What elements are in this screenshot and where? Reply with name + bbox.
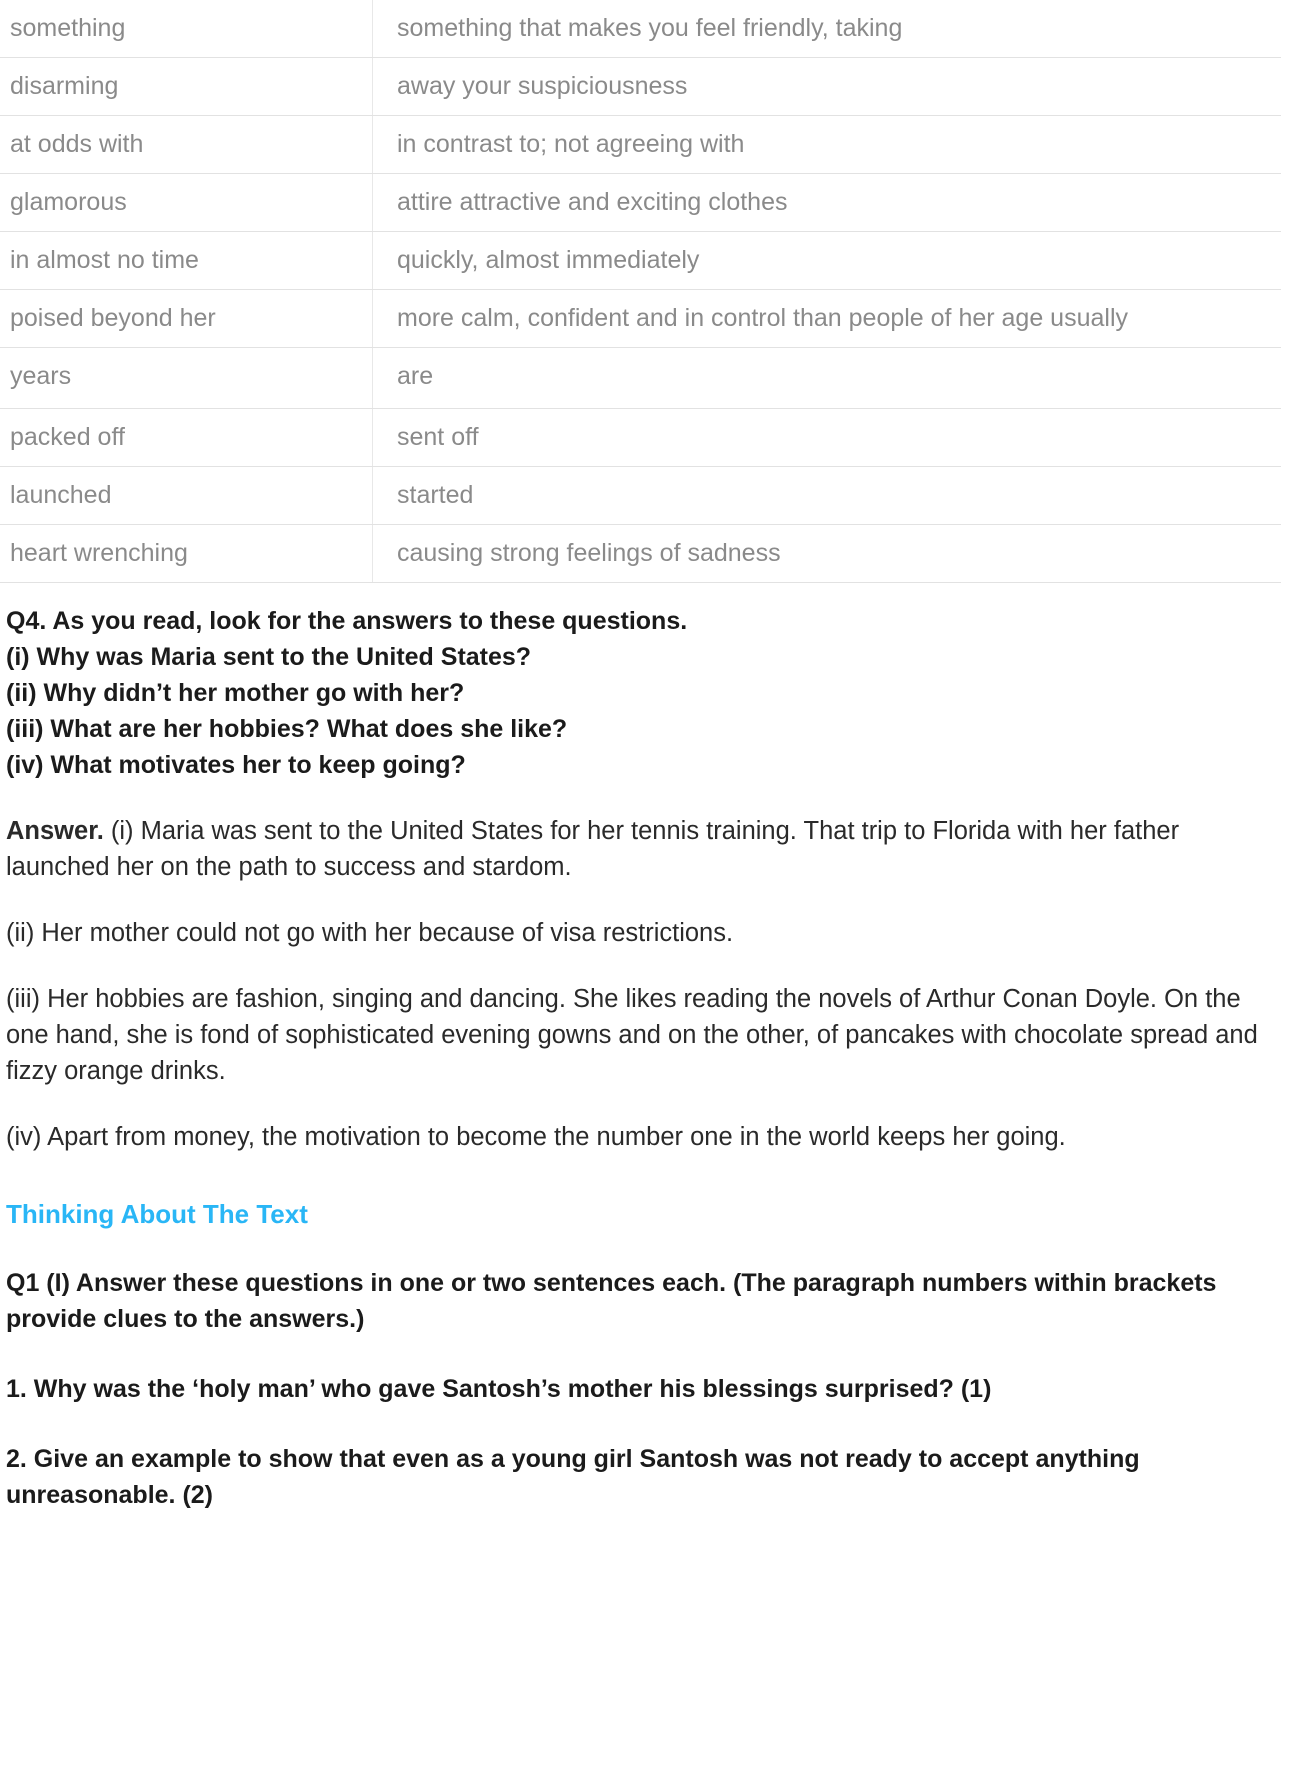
vocab-term: years xyxy=(0,348,373,409)
answer-paragraph-iv: (iv) Apart from money, the motivation to become the number one in the world keeps her going. xyxy=(6,1123,1066,1151)
question-4-item-ii: (ii) Why didn’t her mother go with her? xyxy=(6,679,465,707)
answer-paragraph-i xyxy=(6,813,1285,885)
vocab-meaning: are xyxy=(373,348,1282,409)
thinking-q1-item-1: 1. Why was the ‘holy man’ who gave Santosh’s mother his blessings surprised? (1) xyxy=(6,1375,992,1403)
vocab-term: disarming xyxy=(0,58,373,116)
vocab-term: launched xyxy=(0,467,373,525)
vocabulary-table xyxy=(0,0,1281,583)
answer-paragraph-ii: (ii) Her mother could not go with her because of visa restrictions. xyxy=(6,919,734,947)
table-row xyxy=(0,409,1281,467)
vocab-meaning: away your suspiciousness xyxy=(373,58,1282,116)
vocab-meaning: more calm, confident and in control than people of her age usually xyxy=(373,290,1282,348)
table-row xyxy=(0,174,1281,232)
document-content xyxy=(0,603,1299,1513)
answer-paragraph-iii: (iii) Her hobbies are fashion, singing and dancing. She likes reading the novels of Arthur Conan Doyle. On the one hand, she is fond of sophisticated evening gowns and on the other, of pancakes with chocolate spread and fizzy orange drinks. xyxy=(6,985,1258,1085)
vocabulary-table-body xyxy=(0,0,1281,583)
vocab-term: heart wrenching xyxy=(0,525,373,583)
question-4-block xyxy=(6,603,1285,783)
vocab-meaning: in contrast to; not agreeing with xyxy=(373,116,1282,174)
thinking-q1-item-2: 2. Give an example to show that even as a young girl Santosh was not ready to accept anything unreasonable. (2) xyxy=(6,1445,1140,1509)
question-4-prompt: Q4. As you read, look for the answers to these questions. xyxy=(6,607,688,635)
section-heading-thinking-about-the-text: Thinking About The Text xyxy=(6,1199,308,1229)
vocab-term: packed off xyxy=(0,409,373,467)
thinking-q1-intro: Q1 (I) Answer these questions in one or two sentences each. (The paragraph numbers within brackets provide clues to the answers.) xyxy=(6,1269,1217,1333)
table-row xyxy=(0,232,1281,290)
table-row xyxy=(0,58,1281,116)
table-row xyxy=(0,0,1281,58)
table-row xyxy=(0,290,1281,348)
vocab-term: glamorous xyxy=(0,174,373,232)
vocab-meaning: quickly, almost immediately xyxy=(373,232,1282,290)
table-row xyxy=(0,116,1281,174)
vocab-meaning: started xyxy=(373,467,1282,525)
vocab-term: something xyxy=(0,0,373,58)
answer-label: Answer. xyxy=(6,817,104,845)
vocab-meaning: something that makes you feel friendly, taking xyxy=(373,0,1282,58)
table-row xyxy=(0,525,1281,583)
vocab-meaning: causing strong feelings of sadness xyxy=(373,525,1282,583)
table-row xyxy=(0,348,1281,409)
vocab-meaning: attire attractive and exciting clothes xyxy=(373,174,1282,232)
question-4-item-i: (i) Why was Maria sent to the United States? xyxy=(6,643,532,671)
vocab-term: at odds with xyxy=(0,116,373,174)
vocab-term: poised beyond her xyxy=(0,290,373,348)
answer-text-i: (i) Maria was sent to the United States for her tennis training. That trip to Florida with her father launched her on the path to success and stardom. xyxy=(6,817,1180,881)
vocab-meaning: sent off xyxy=(373,409,1282,467)
question-4-item-iv: (iv) What motivates her to keep going? xyxy=(6,751,466,779)
table-row xyxy=(0,467,1281,525)
vocab-term: in almost no time xyxy=(0,232,373,290)
question-4-item-iii: (iii) What are her hobbies? What does she like? xyxy=(6,715,568,743)
